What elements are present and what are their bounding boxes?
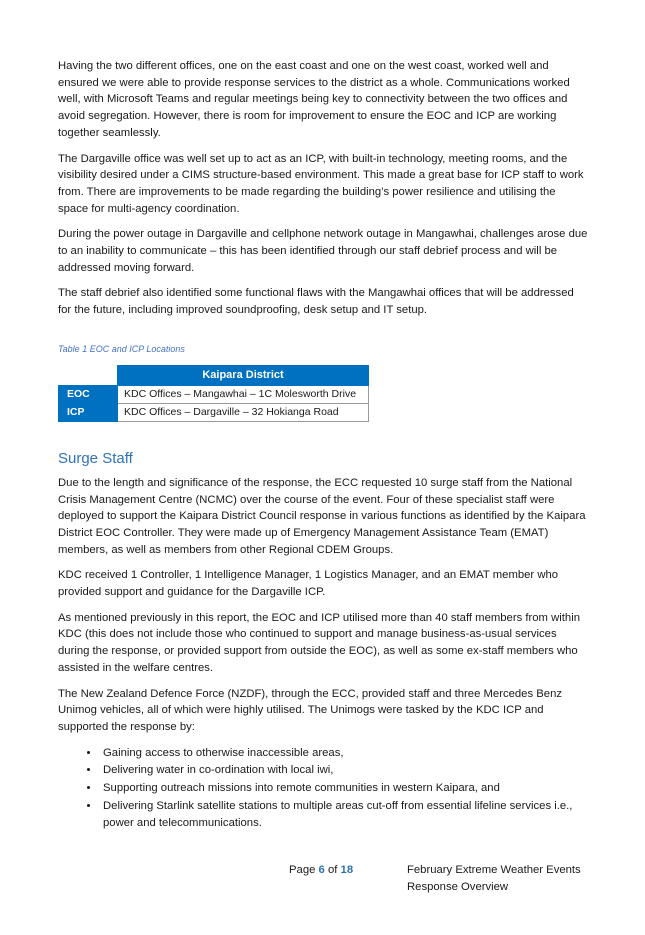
body-paragraph: The staff debrief also identified some functional flaws with the Mangawhai offices that will be addressed for the future, including improved soundproofing, desk setup and IT setup. [58, 287, 574, 317]
list-item: • Delivering water in co-ordination with local iwi, [100, 762, 588, 779]
body-paragraph: Due to the length and significance of the response, the ECC requested 10 surge staff from the National Crisis Management Centre (NCMC) over the course of the event. Four of these specialist staff were deployed to support the Kaipara District Council response in various functions as identified by the Kaipara District EOC Controller. They were made up of Emergency Management Assistance Team (EMAT) members, as well as members from other Regional CDEM Groups. [58, 476, 586, 556]
document-title-line: Response Overview [407, 880, 509, 893]
page-content [58, 58, 588, 832]
locations-table [58, 365, 369, 422]
list-item: • Delivering Starlink satellite stations to multiple areas cut-off from essential lifeline services i.e., power and telecommunications. [100, 798, 588, 831]
bullet-list [58, 745, 588, 832]
body-paragraph: KDC received 1 Controller, 1 Intelligence Manager, 1 Logistics Manager, and an EMAT member who provided support and guidance for the Dargaville ICP. [58, 569, 559, 599]
page-current: 6 [318, 864, 325, 876]
table-row [59, 385, 369, 403]
table-header-row [59, 365, 369, 385]
list-item: • Supporting outreach missions into remote communities in western Kaipara, and [100, 780, 588, 797]
table-header: Kaipara District [118, 365, 369, 385]
body-paragraph: Having the two different offices, one on the east coast and one on the west coast, worked well and ensured we were able to provide response services to the district as a whole. Communications worked well, with Microsoft Teams and regular meetings being key to connectivity between the two offices and avoid segregation. However, there is room for improvement to ensure the EOC and ICP are working together seamlessly. [58, 60, 570, 139]
table-row [59, 403, 369, 421]
section-heading: Surge Staff [58, 449, 133, 467]
table-cell: KDC Offices – Mangawhai – 1C Molesworth Drive [118, 385, 369, 403]
document-title [407, 862, 607, 895]
table-corner-cell [59, 365, 118, 385]
table-cell: KDC Offices – Dargaville – 32 Hokianga Road [118, 403, 369, 421]
body-paragraph: During the power outage in Dargaville and cellphone network outage in Mangawhai, challenges arose due to an inability to communicate – this has been identified through our staff debrief process and will be addressed moving forward. [58, 228, 588, 274]
list-item: • Gaining access to otherwise inaccessible areas, [100, 745, 588, 762]
table-row-label: ICP [59, 403, 118, 421]
table-row-label: EOC [59, 385, 118, 403]
body-paragraph: The New Zealand Defence Force (NZDF), through the ECC, provided staff and three Mercedes Benz Unimog vehicles, all of which were highly utilised. The Unimogs were tasked by the KDC ICP and supported the response by: [58, 687, 562, 733]
of-word: of [327, 864, 338, 876]
page-total: 18 [340, 864, 354, 876]
page-word: Page [289, 864, 316, 876]
document-title-line: February Extreme Weather Events [407, 864, 581, 876]
table-caption: Table 1 EOC and ICP Locations [58, 343, 185, 354]
body-paragraph: The Dargaville office was well set up to act as an ICP, with built-in technology, meeting rooms, and the visibility desired under a CIMS structure-based environment. This made a great base for ICP staff to work from. There are improvements to be made regarding the building’s power resilience and utilising the space for multi-agency coordination. [58, 152, 584, 215]
page-number [289, 862, 353, 879]
body-paragraph: As mentioned previously in this report, the EOC and ICP utilised more than 40 staff members from within KDC (this does not include those who continued to support and manage business-as-usual services during the response, or provided support from outside the EOC), as well as some ex-staff members who assisted in the welfare centres. [58, 611, 580, 674]
